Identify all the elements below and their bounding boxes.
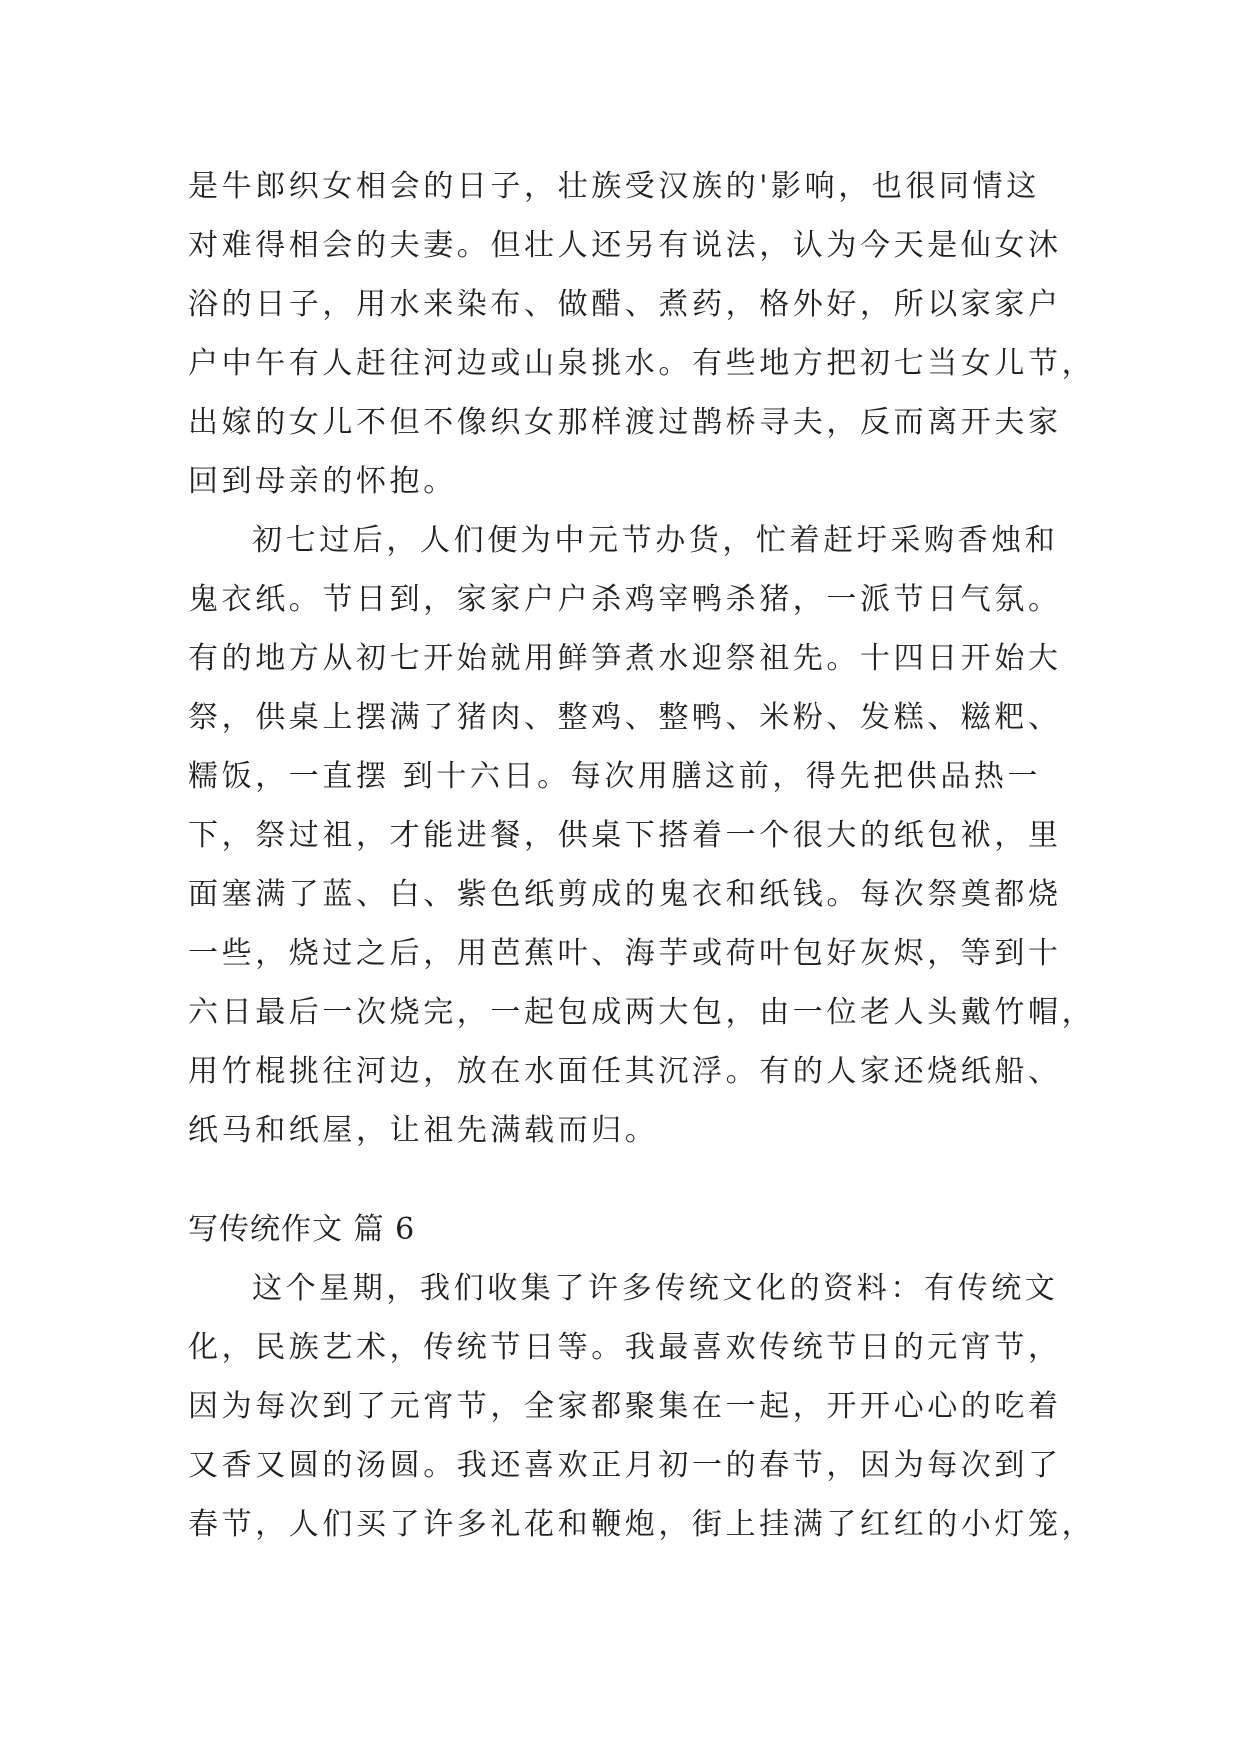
paragraph-line: 面塞满了蓝、白、紫色纸剪成的鬼衣和纸钱。每次祭奠都烧 <box>188 877 1062 912</box>
paragraph-line: 下，祭过祖，才能进餐，供桌下搭着一个很大的纸包袱，里 <box>188 818 1062 853</box>
paragraph-line: 祭，供桌上摆满了猪肉、整鸡、整鸭、米粉、发糕、糍粑、 <box>188 700 1062 735</box>
paragraph-line: 六日最后一次烧完，一起包成两大包，由一位老人头戴竹帽， <box>188 995 1096 1030</box>
paragraph-line: 鬼衣纸。节日到，家家户户杀鸡宰鸭杀猪，一派节日气氛。 <box>188 582 1062 617</box>
paragraph-line: 用竹棍挑往河边，放在水面任其沉浮。有的人家还烧纸船、 <box>188 1054 1062 1089</box>
paragraph-line: 初七过后，人们便为中元节办货，忙着赶圩采购香烛和 <box>252 523 1059 558</box>
paragraph-line: 这个星期，我们收集了许多传统文化的资料：有传统文 <box>252 1271 1059 1306</box>
section-heading: 写传统作文 篇 6 <box>188 1212 416 1247</box>
paragraph-line: 户中午有人赶往河边或山泉挑水。有些地方把初七当女儿节， <box>188 346 1096 381</box>
paragraph-line: 对难得相会的夫妻。但壮人还另有说法，认为今天是仙女沐 <box>188 228 1062 263</box>
paragraph-line: 浴的日子，用水来染布、做醋、煮药，格外好，所以家家户 <box>188 287 1062 322</box>
paragraph-line: 又香又圆的汤圆。我还喜欢正月初一的春节，因为每次到了 <box>188 1448 1062 1483</box>
paragraph-line: 回到母亲的怀抱。 <box>188 464 457 499</box>
paragraph-line: 糯饭，一直摆 到十六日。每次用膳这前，得先把供品热一 <box>188 759 1042 794</box>
paragraph-line: 有的地方从初七开始就用鲜笋煮水迎祭祖先。十四日开始大 <box>188 641 1062 676</box>
paragraph-line: 是牛郎织女相会的日子，壮族受汉族的'影响，也很同情这 <box>188 169 1040 204</box>
paragraph-line: 出嫁的女儿不但不像织女那样渡过鹊桥寻夫，反而离开夫家 <box>188 405 1062 440</box>
paragraph-line: 化，民族艺术，传统节日等。我最喜欢传统节日的元宵节， <box>188 1330 1062 1365</box>
paragraph-line: 因为每次到了元宵节，全家都聚集在一起，开开心心的吃着 <box>188 1389 1062 1424</box>
paragraph-line: 春节，人们买了许多礼花和鞭炮，街上挂满了红红的小灯笼， <box>188 1507 1096 1542</box>
paragraph-line: 纸马和纸屋，让祖先满载而归。 <box>188 1113 659 1148</box>
paragraph-line: 一些，烧过之后，用芭蕉叶、海芋或荷叶包好灰烬，等到十 <box>188 936 1062 971</box>
